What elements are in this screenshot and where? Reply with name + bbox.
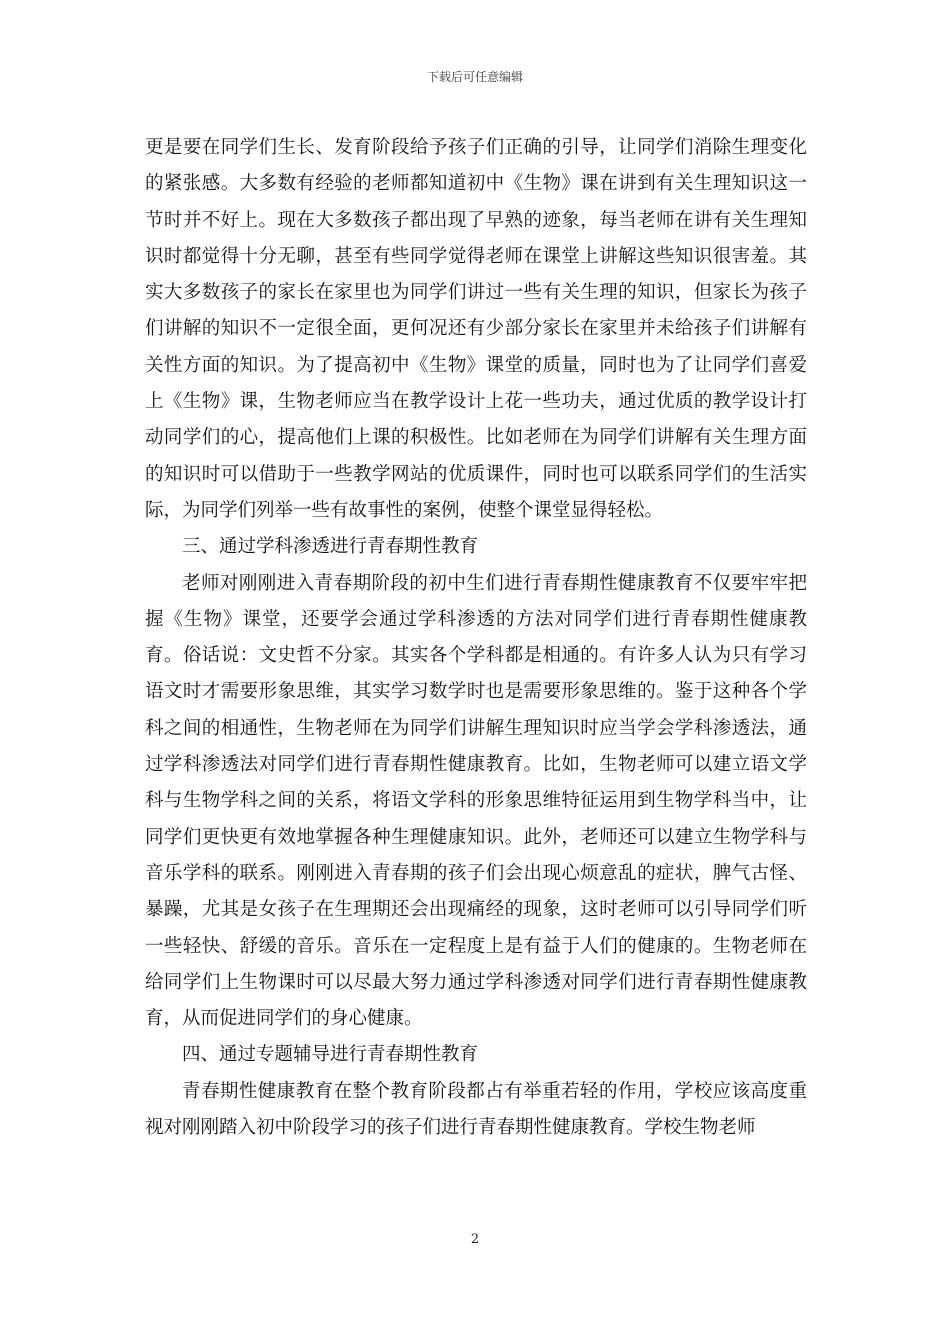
page-number: 2 [470, 1232, 480, 1247]
section-heading-3: 三、通过学科渗透进行青春期性教育 [182, 536, 479, 558]
paragraph-section-3: 老师对刚刚进入青春期阶段的初中生们进行青春期性健康教育不仅要牢牢把握《生物》课堂，还要学会通过学科渗透的方法对同学们进行青春期性健康教育。俗话说：文史哲不分家。其实各个学科都是相通的。有许多人认为只有学习语文时才需要形象思维，其实学习数学时也是需要形象思维的。鉴于这种各个学科之间的相通性，生物老师在为同学们讲解生理知识时应当学会学科渗透法，通过学科渗透法对同学们进行青春期性健康教育。比如，生物老师可以建立语文学科与生物学科之间的关系，将语文学科的形象思维特征运用到生物学科当中，让同学们更快更有效地掌握各种生理健康知识。此外，老师还可以建立生物学科与音乐学科的联系。刚刚进入青春期的孩子们会出现心烦意乱的症状，脾气古怪、暴躁，尤其是女孩子在生理期还会出现痛经的现象，这时老师可以引导同学们听一些轻快、舒缓的音乐。音乐在一定程度上是有益于人们的健康的。生物老师在给同学们上生物课时可以尽最大努力通过学科渗透对同学们进行青春期性健康教育，从而促进同学们的身心健康。 [145, 572, 807, 1030]
page-header: 下载后可任意编辑 [426, 70, 523, 84]
paragraph-continuation: 更是要在同学们生长、发育阶段给予孩子们正确的引导，让同学们消除生理变化的紧张感。大多数有经验的老师都知道初中《生物》课在讲到有关生理知识这一节时并不好上。现在大多数孩子都出现了早熟的迹象，每当老师在讲有关生理知识时都觉得十分无聊，甚至有些同学觉得老师在课堂上讲解这些知识很害羞。其实大多数孩子的家长在家里也为同学们讲过一些有关生理的知识，但家长为孩子们讲解的知识不一定很全面，更何况还有少部分家长在家里并未给孩子们讲解有关性方面的知识。为了提高初中《生物》课堂的质量，同时也为了让同学们喜爱上《生物》课，生物老师应当在教学设计上花一些功夫，通过优质的教学设计打动同学们的心，提高他们上课的积极性。比如老师在为同学们讲解有关生理方面的知识时可以借助于一些教学网站的优质课件，同时也可以联系同学们的生活实际，为同学们列举一些有故事性的案例，使整个课堂显得轻松。 [145, 137, 807, 521]
section-heading-4: 四、通过专题辅导进行青春期性教育 [182, 1044, 479, 1066]
document-body [145, 130, 807, 1146]
paragraph-section-4: 青春期性健康教育在整个教育阶段都占有举重若轻的作用，学校应该高度重视对刚刚踏入初中阶段学习的孩子们进行青春期性健康教育。学校生物老师 [145, 1080, 807, 1139]
